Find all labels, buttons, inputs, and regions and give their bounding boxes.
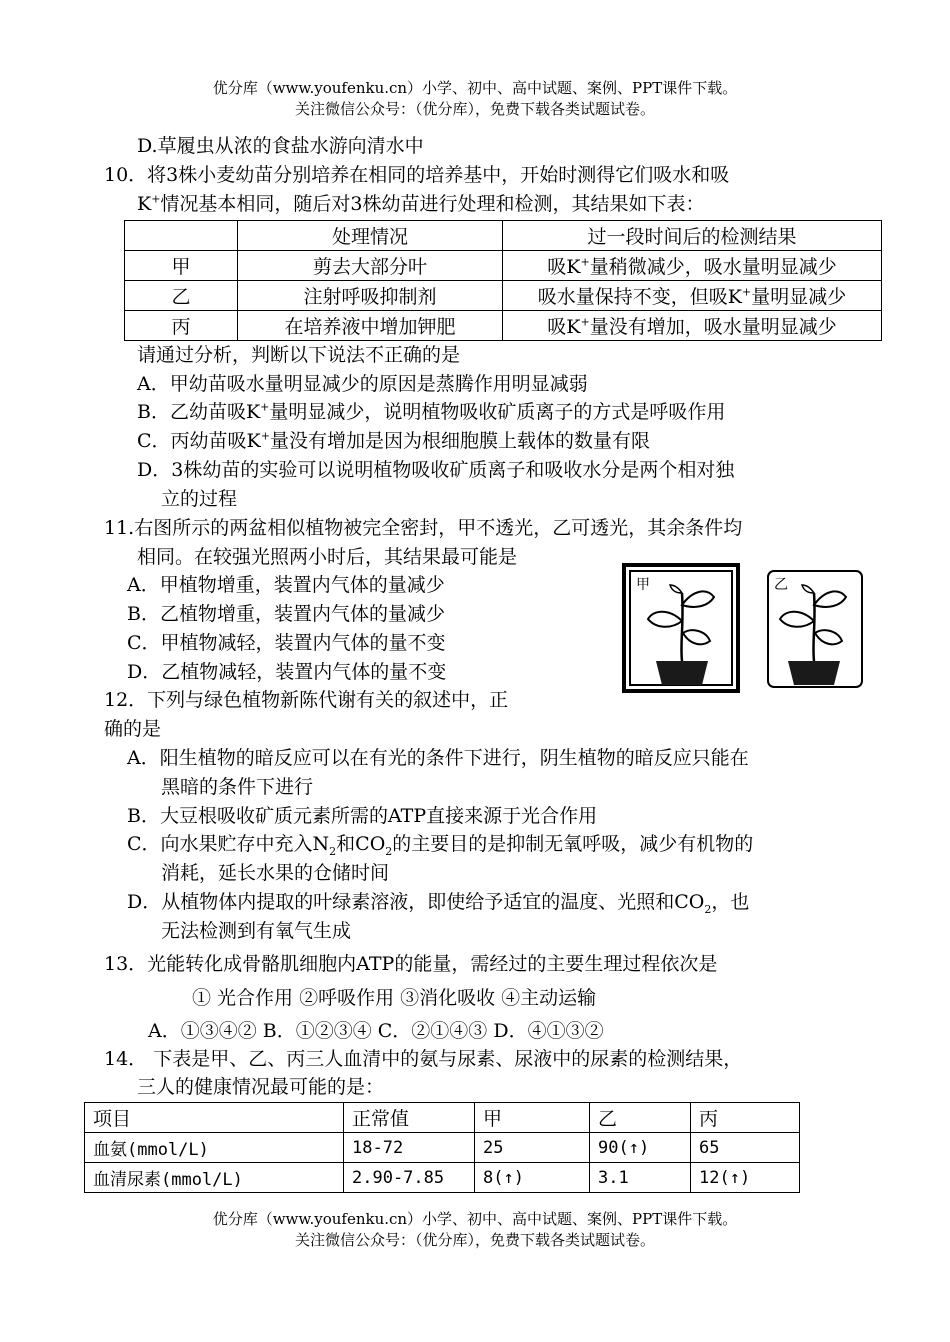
table-cell: 18-72 — [344, 1133, 475, 1163]
q10-stem-line-1: 10．将3株小麦幼苗分别培养在相同的培养基中，开始时测得它们吸水和吸 — [104, 164, 730, 186]
q11-stem-line-2: 相同。在较强光照两小时后，其结果最可能是 — [137, 546, 518, 568]
label-yi: 乙 — [774, 577, 788, 593]
table-header-cell: 甲 — [475, 1103, 590, 1133]
table-cell: 65 — [691, 1133, 800, 1163]
table-cell: 甲 — [125, 251, 238, 281]
q10-option-b: B．乙幼苗吸K+量明显减少，说明植物吸收矿质离子的方式是呼吸作用 — [137, 400, 726, 423]
pot-jia — [656, 661, 708, 685]
table-row — [125, 311, 882, 341]
header-line-1: 优分库（www.youfenku.cn）小学、初中、高中试题、案例、PPT课件下载。 — [212, 79, 738, 97]
footer-line-1: 优分库（www.youfenku.cn）小学、初中、高中试题、案例、PPT课件下载。 — [212, 1210, 738, 1228]
table-header-row — [85, 1103, 800, 1133]
q14-table — [84, 1102, 800, 1193]
table-header-cell: 过一段时间后的检测结果 — [503, 221, 882, 251]
table-cell: 丙 — [125, 311, 238, 341]
q10-stem-line-2: K+情况基本相同，随后对3株幼苗进行处理和检测，其结果如下表： — [137, 192, 705, 215]
pot-yi — [788, 661, 840, 685]
q11-option-c: C．甲植物减轻，装置内气体的量不变 — [127, 632, 446, 654]
q13-options: A．①③④② B．①②③④ C．②①④③ D．④①③② — [148, 1020, 604, 1042]
table-cell: 血氨(mmol/L) — [85, 1133, 344, 1163]
footer-line-2: 关注微信公众号：（优分库），免费下载各类试题试卷。 — [294, 1231, 655, 1249]
q14-stem-line-2: 三人的健康情况最可能的是： — [137, 1076, 385, 1098]
q12-stem-line-1: 12．下列与绿色植物新陈代谢有关的叙述中，正 — [104, 689, 509, 711]
table-header-cell: 项目 — [85, 1103, 344, 1133]
label-jia: 甲 — [636, 577, 650, 593]
table-cell: 2.90-7.85 — [344, 1163, 475, 1193]
q9-option-d: D.草履虫从浓的食盐水游向清水中 — [137, 135, 424, 157]
table-cell: 剪去大部分叶 — [238, 251, 503, 281]
q14-stem-line-1: 14． 下表是甲、乙、丙三人血清中的氨与尿素、尿液中的尿素的检测结果， — [104, 1048, 743, 1070]
table-cell: 25 — [475, 1133, 590, 1163]
table-header-cell: 丙 — [691, 1103, 800, 1133]
q12-option-c-line-1: C．向水果贮存中充入$N_2$和$CO_2$的主要目的是抑制无氧呼吸，减少有机物的 — [127, 833, 754, 858]
q11-option-a: A．甲植物增重，装置内气体的量减少 — [127, 574, 445, 596]
q13-steps: ① 光合作用 ②呼吸作用 ③消化吸收 ④主动运输 — [192, 987, 597, 1009]
table-cell: 注射呼吸抑制剂 — [238, 281, 503, 311]
q11-plant-figure — [622, 563, 868, 693]
q11-stem-line-1: 11.右图所示的两盆相似植物被完全密封，甲不透光，乙可透光，其余条件均 — [104, 517, 743, 539]
q10-option-c: C．丙幼苗吸K+量没有增加是因为根细胞膜上载体的数量有限 — [137, 429, 650, 452]
table-cell: 吸K+量稍微减少，吸水量明显减少 — [503, 251, 882, 281]
q12-option-c-line-2: 消耗，延长水果的仓储时间 — [161, 862, 390, 884]
q13-stem: 13．光能转化成骨骼肌细胞内ATP的能量，需经过的主要生理过程依次是 — [104, 953, 718, 975]
q10-prompt: 请通过分析，判断以下说法不正确的是 — [137, 344, 461, 366]
q12-option-a-line-2: 黑暗的条件下进行 — [161, 776, 314, 798]
q12-option-a-line-1: A．阳生植物的暗反应可以在有光的条件下进行，阴生植物的暗反应只能在 — [127, 747, 749, 769]
table-header-cell — [125, 221, 238, 251]
table-cell: 12(↑) — [691, 1163, 800, 1193]
q10-option-d-line-2: 立的过程 — [161, 488, 238, 510]
table-cell: 3.1 — [590, 1163, 691, 1193]
table-row — [125, 281, 882, 311]
table-row — [125, 251, 882, 281]
q12-option-b: B．大豆根吸收矿质元素所需的ATP直接来源于光合作用 — [127, 805, 598, 827]
table-cell: 吸水量保持不变，但吸K+量明显减少 — [503, 281, 882, 311]
table-cell: 8(↑) — [475, 1163, 590, 1193]
q12-option-d-line-1: D．从植物体内提取的叶绿素溶液，即使给予适宜的温度、光照和$CO_2$，也 — [127, 891, 750, 916]
q12-option-d-line-2: 无法检测到有氧气生成 — [161, 920, 352, 942]
q11-option-d: D．乙植物减轻，装置内气体的量不变 — [127, 661, 447, 683]
table-header-cell: 正常值 — [344, 1103, 475, 1133]
table-row — [85, 1133, 800, 1163]
q12-stem-line-2: 确的是 — [104, 718, 162, 740]
header-line-2: 关注微信公众号：（优分库），免费下载各类试题试卷。 — [294, 100, 655, 118]
table-cell: 吸K+量没有增加，吸水量明显减少 — [503, 311, 882, 341]
table-cell: 乙 — [125, 281, 238, 311]
table-cell: 血清尿素(mmol/L) — [85, 1163, 344, 1193]
table-row — [85, 1163, 800, 1193]
table-cell: 90(↑) — [590, 1133, 691, 1163]
table-header-cell: 处理情况 — [238, 221, 503, 251]
q10-table — [124, 220, 882, 341]
q10-option-d-line-1: D．3株幼苗的实验可以说明植物吸收矿质离子和吸收水分是两个相对独 — [137, 459, 735, 481]
q11-option-b: B．乙植物增重，装置内气体的量减少 — [127, 603, 445, 625]
table-cell: 在培养液中增加钾肥 — [238, 311, 503, 341]
table-header-cell: 乙 — [590, 1103, 691, 1133]
q10-option-a: A．甲幼苗吸水量明显减少的原因是蒸腾作用明显减弱 — [137, 373, 588, 395]
table-header-row — [125, 221, 882, 251]
